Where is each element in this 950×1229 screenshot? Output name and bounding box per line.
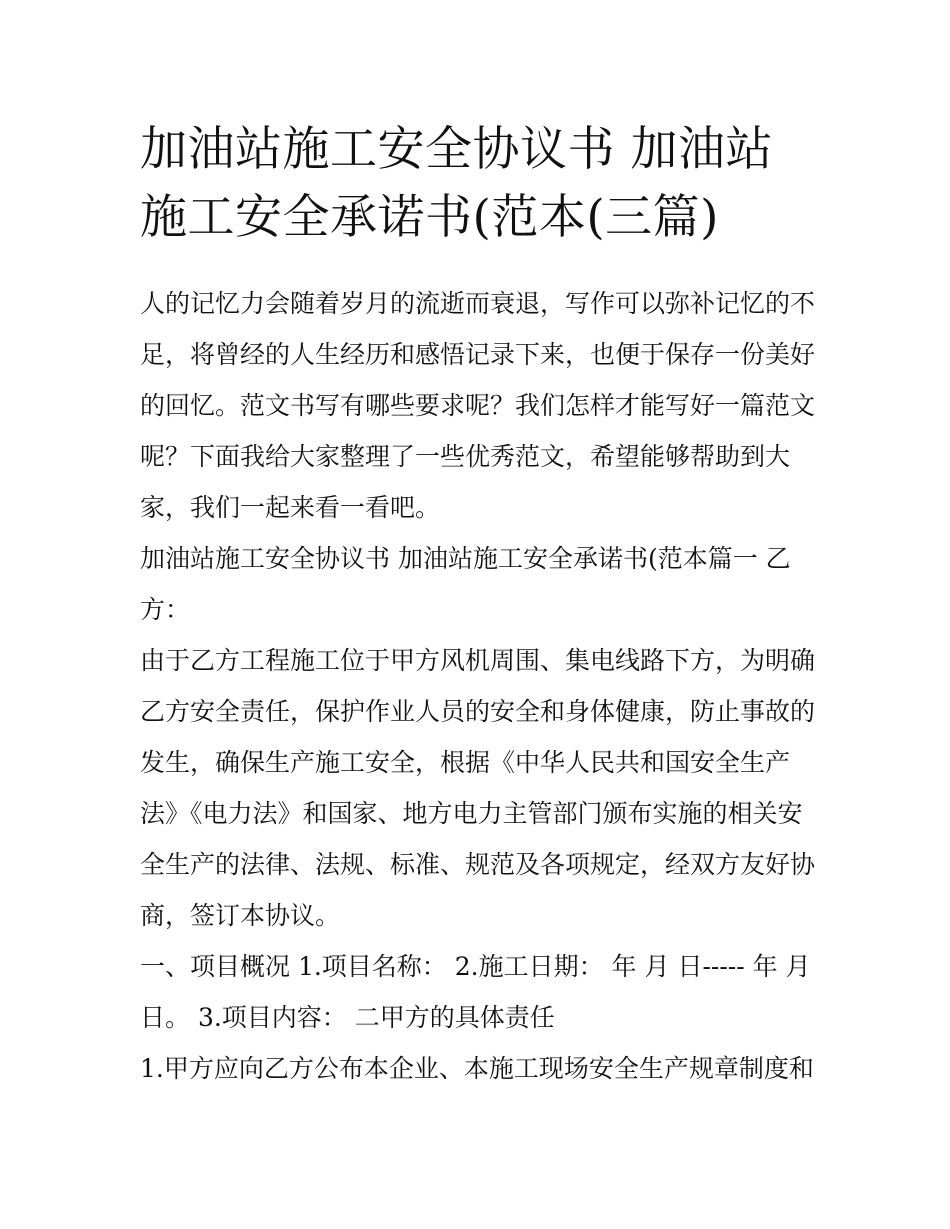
document-page bbox=[140, 116, 815, 1094]
paragraph-party-a-duty: 1.甲方应向乙方公布本企业、本施工现场安全生产规章制度和 bbox=[140, 1054, 814, 1083]
paragraph-purpose: 由于乙方工程施工位于甲方风机周围、集电线路下方，为明确乙方安全责任，保护作业人员的安全和身体健康，防止事故的发生，确保生产施工安全，根据《中华人民共和国安全生产法》《电力法》和国家、地方电力主管部门颁布实施的相关安全生产的法律、法规、标准、规范及各项规定，经双方友好协商，签订本协议。 bbox=[140, 646, 816, 930]
document-title: 加油站施工安全协议书 加油站施工安全承诺书(范本(三篇) bbox=[140, 122, 773, 245]
paragraph-project-overview: 一、项目概况 1.项目名称： 2.施工日期： 年 月 日----- 年 月日。 3.项目内容： 二甲方的具体责任 bbox=[140, 952, 811, 1032]
document-body bbox=[140, 278, 815, 1094]
paragraph-heading-part-one: 加油站施工安全协议书 加油站施工安全承诺书(范本篇一 乙方： bbox=[140, 544, 791, 624]
paragraph-intro: 人的记忆力会随着岁月的流逝而衰退，写作可以弥补记忆的不足，将曾经的人生经历和感悟记录下来，也便于保存一份美好的回忆。范文书写有哪些要求呢？我们怎样才能写好一篇范文呢？下面我给大家整理了一些优秀范文，希望能够帮助到大家，我们一起来看一看吧。 bbox=[140, 289, 816, 522]
